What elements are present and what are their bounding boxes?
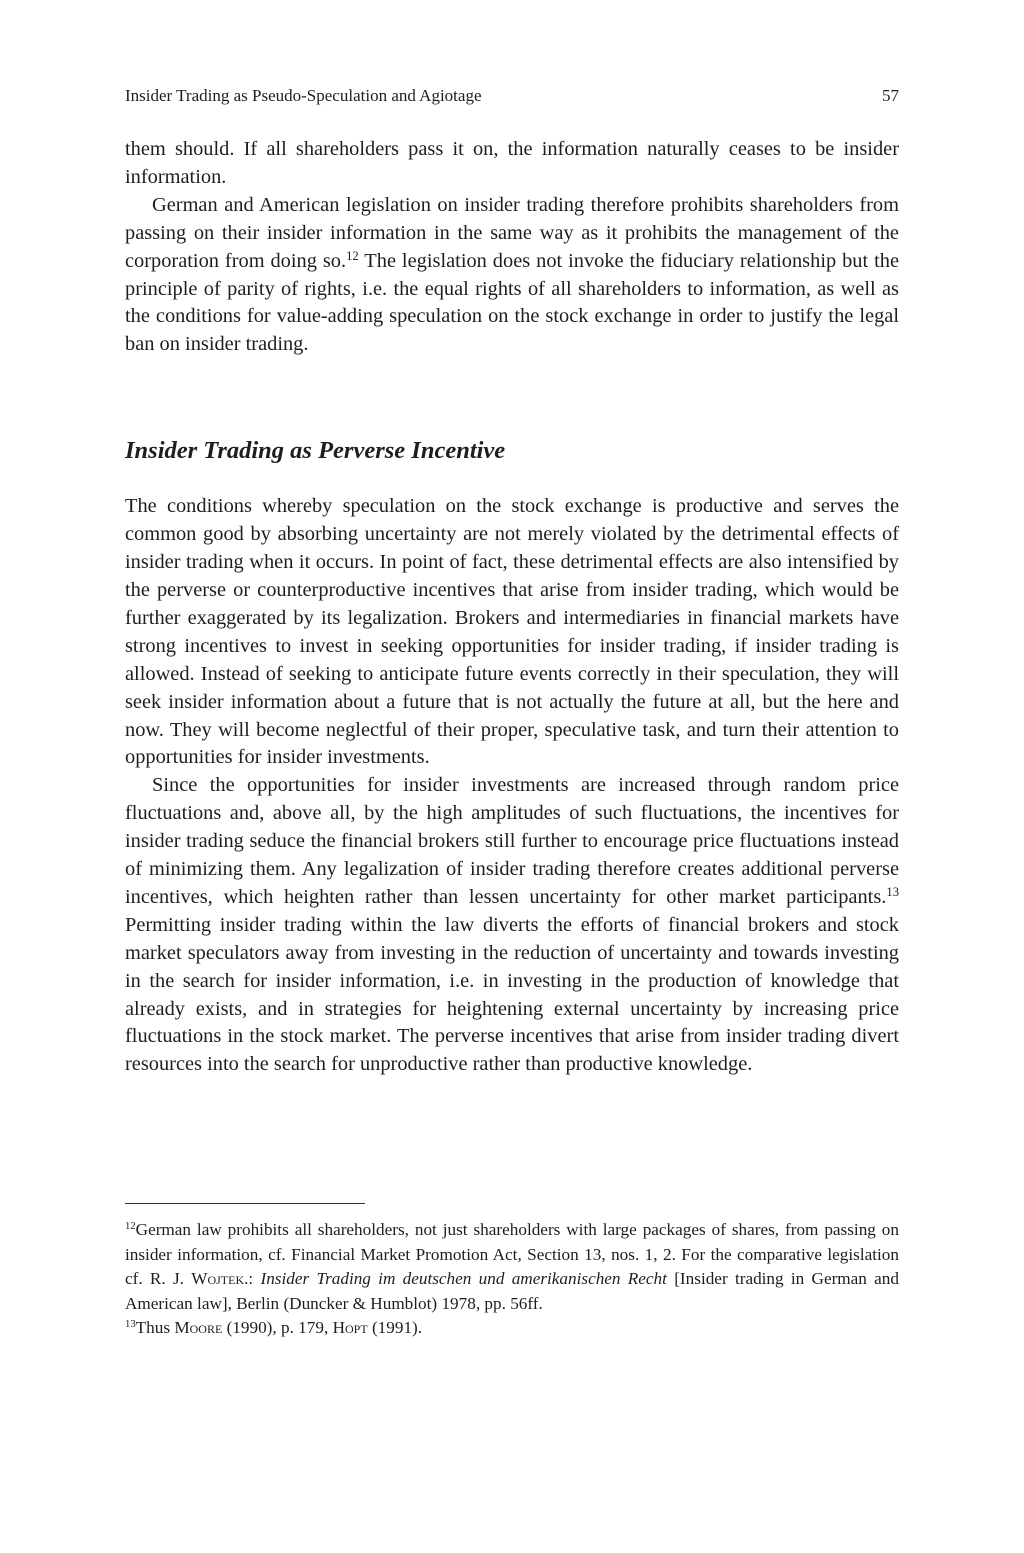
footnote-13-text-a: Thus: [135, 1318, 175, 1338]
footnote-12-text-c: [Insider trading in German and American law], Berlin (Duncker & Humblot) 1978, pp. 56ff.: [125, 1269, 899, 1313]
paragraph-conditions: The conditions whereby speculation on the stock exchange is productive and serves the common good by absorbing uncertainty are not merely violated by the detrimental effects of insider trading when it occurs. In point of fact, these detrimental effects are also intensified by the perverse or counterproductive incentives that arise from insider trading, which would be further exaggerated by its legalization. Brokers and intermediaries in financial markets have strong incentives to invest in seeking opportunities for insider trading, if insider trading is allowed. Instead of seeking to anticipate future events correctly in their speculation, they will seek insider information about a future that is not actually the future at all, but the here and now. They will become neglectful of their proper, speculative task, and turn their attention to opportunities for insider investments.: [125, 495, 899, 769]
footnote-ref-12[interactable]: 12: [346, 248, 359, 263]
page: [125, 84, 899, 1341]
running-header: [125, 84, 899, 108]
footnote-12-text-b: .:: [244, 1269, 261, 1289]
footnote-ref-13[interactable]: 13: [886, 884, 899, 899]
footnote-13-author-hopt: Hopt: [332, 1318, 368, 1338]
footnote-divider: [125, 1203, 365, 1204]
section-title: Insider Trading as Perverse Incentive: [125, 437, 506, 465]
page-number: 57: [882, 86, 899, 105]
footnote-12: [125, 1218, 899, 1316]
paragraph-legislation-text-a: German and American legislation on insider trading therefore prohibits shareholders from passing on their insider information in the same way as it prohibits the management of the corporation from doing so.: [125, 193, 899, 272]
paragraph-opportunities-text-b: Permitting insider trading within the law diverts the efforts of financial brokers and stock market speculators away from investing in the reduction of uncertainty and towards investing in the search for insider information, i.e. in investing in the production of knowledge that already exists, and in strategies for heightening external uncertainty by increasing price fluctuations in the stock market. The perverse incentives that arise from insider trading divert resources into the search for unproductive rather than productive knowledge.: [125, 913, 899, 1076]
paragraph-legislation: [125, 192, 899, 359]
footnote-12-book-title: Insider Trading im deutschen und amerikanischen Recht: [260, 1269, 667, 1289]
footnote-12-text-a: German law prohibits all shareholders, not just shareholders with large packages of shares, from passing on insider information, cf. Financial Market Promotion Act, Section 13, nos. 1, 2. For the comparative legislation cf. R. J.: [125, 1220, 899, 1289]
paragraph-legislation-text-b: The legislation does not invoke the fiduciary relationship but the principle of parity of rights, i.e. the equal rights of all shareholders to information, as well as the conditions for value-adding speculation on the stock exchange in order to justify the legal ban on insider trading.: [125, 249, 900, 356]
footnote-13-number: 13: [125, 1319, 136, 1331]
footnote-13-author-moore: Moore: [174, 1318, 223, 1338]
footnote-13-text-b: (1990), p. 179,: [222, 1318, 333, 1338]
paragraph-opportunities-text-a: Since the opportunities for insider investments are increased through random price fluctuations and, above all, by the high amplitudes of such fluctuations, the incentives for insider trading seduce the financial brokers still further to encourage price fluctuations instead of minimizing them. Any legalization of insider trading therefore creates additional perverse incentives, which heighten rather than lessen uncertainty for other market participants.: [125, 774, 899, 908]
running-title: Insider Trading as Pseudo-Speculation and Agiotage: [125, 86, 482, 105]
footnote-12-number: 12: [125, 1221, 136, 1233]
paragraph-opportunities: [125, 772, 899, 1079]
paragraph-continuation: them should. If all shareholders pass it on, the information naturally ceases to be insider information.: [125, 138, 899, 188]
footnote-13-text-c: (1991).: [367, 1318, 423, 1338]
footnote-13: [125, 1316, 899, 1341]
footnote-12-author: Wojtek: [191, 1269, 245, 1289]
